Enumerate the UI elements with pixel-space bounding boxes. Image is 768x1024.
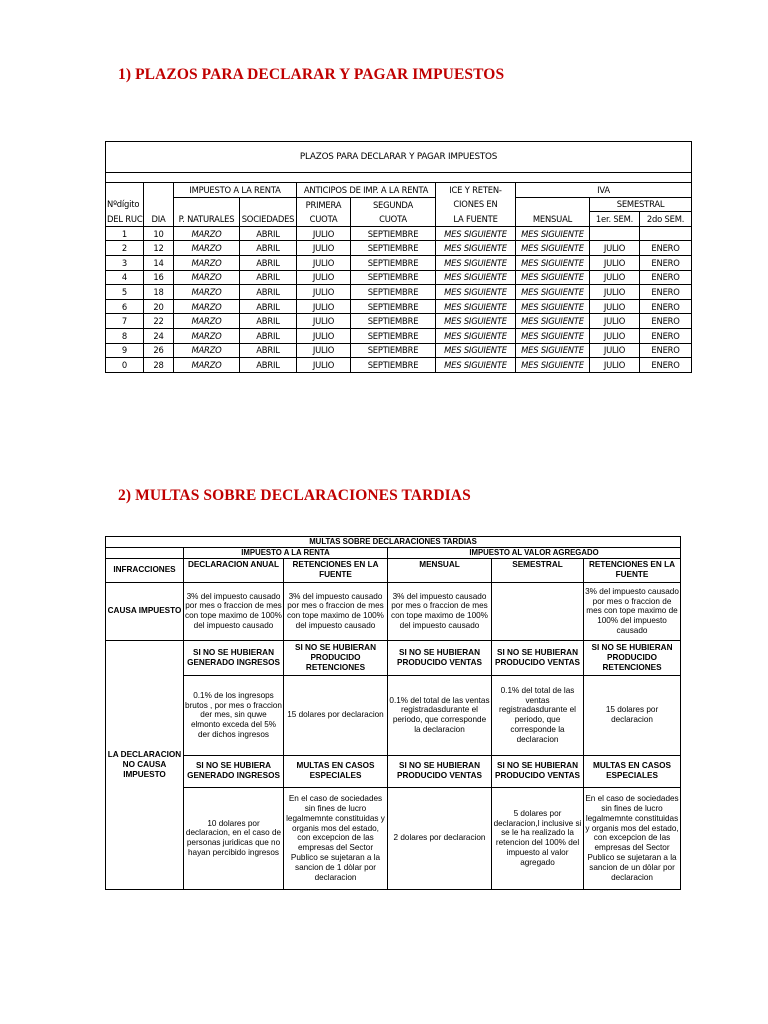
table-row (106, 314, 692, 329)
multas-table (105, 536, 681, 890)
cell-men: MES SIGUIENTE (516, 241, 590, 256)
cell-c1: JULIO (297, 299, 351, 314)
cell-ice: MES SIGUIENTE (436, 358, 516, 373)
sub1-anual: SI NO SE HUBIERAN GENERADO INGRESOS (184, 640, 284, 675)
det1-mensual: 0.1% del total de las ventas registradasdurante el periodo, que corresponde la declaracion (388, 675, 492, 755)
det1-anual: 0.1% de los ingresops brutos , por mes o fraccion der mes, sin quwe elmonto exceda del 5% der dichos ingresos (184, 675, 284, 755)
header-anticipos: ANTICIPOS DE IMP. A LA RENTA (297, 183, 436, 198)
cell-pn: MARZO (174, 255, 240, 270)
cell-c1: JULIO (297, 343, 351, 358)
cell-s2: ENERO (640, 314, 692, 329)
cell-dia: 12 (144, 241, 174, 256)
sub1-ret2: SI NO SE HUBIERAN PRODUCIDO RETENCIONES (584, 640, 681, 675)
sub1-semestral: SI NO SE HUBIERAN PRODUCIDO VENTAS (492, 640, 584, 675)
cell-s2: ENERO (640, 358, 692, 373)
header-sociedades: SOCIEDADES (240, 212, 297, 227)
cell-pn: MARZO (174, 343, 240, 358)
cell-s1: JULIO (590, 358, 640, 373)
header-ndigito-2: DEL RUC (106, 212, 144, 227)
col-retenciones-2: RETENCIONES EN LA FUENTE (584, 558, 681, 582)
cell-digito: 2 (106, 241, 144, 256)
cell-dia: 22 (144, 314, 174, 329)
table-row (106, 343, 692, 358)
cell-dia: 20 (144, 299, 174, 314)
cell-dia: 16 (144, 270, 174, 285)
header-impuesto-renta: IMPUESTO A LA RENTA (174, 183, 297, 198)
group-renta: IMPUESTO A LA RENTA (184, 547, 388, 558)
header-semestral: SEMESTRAL (590, 197, 692, 212)
group-iva: IMPUESTO AL VALOR AGREGADO (388, 547, 681, 558)
cell-men: MES SIGUIENTE (516, 358, 590, 373)
cell-c2: SEPTIEMBRE (351, 328, 436, 343)
cell-digito: 7 (106, 314, 144, 329)
blank-row (106, 173, 692, 183)
cell-s1: JULIO (590, 343, 640, 358)
sub2-anual: SI NO SE HUBIERA GENERADO INGRESOS (184, 755, 284, 787)
cell-ice: MES SIGUIENTE (436, 226, 516, 241)
header-segunda-1: SEGUNDA (351, 197, 436, 212)
cell-ice: MES SIGUIENTE (436, 285, 516, 300)
cell-dia: 10 (144, 226, 174, 241)
cell-s1: JULIO (590, 255, 640, 270)
cell-c1: JULIO (297, 285, 351, 300)
cell-c2: SEPTIEMBRE (351, 299, 436, 314)
causa-ret2: 3% del impuesto causado por mes o fraccion de mes con tope maximo de 100% del impuesto causado (584, 582, 681, 640)
cell-s1: JULIO (590, 328, 640, 343)
col-mensual: MENSUAL (388, 558, 492, 582)
cell-c2: SEPTIEMBRE (351, 241, 436, 256)
table-row (106, 285, 692, 300)
cell-pn: MARZO (174, 241, 240, 256)
header-cell (144, 183, 174, 198)
header-cell (174, 197, 240, 212)
cell-ice: MES SIGUIENTE (436, 241, 516, 256)
header-ice-2: CIONES EN (436, 197, 516, 212)
header-sem1: 1er. SEM. (590, 212, 640, 227)
cell-ice: MES SIGUIENTE (436, 270, 516, 285)
cell-men: MES SIGUIENTE (516, 314, 590, 329)
causa-semestral (492, 582, 584, 640)
cell-s2: ENERO (640, 255, 692, 270)
cell-s1: JULIO (590, 299, 640, 314)
section1-heading: 1) PLAZOS PARA DECLARAR Y PAGAR IMPUESTOS (118, 66, 505, 83)
table-row (106, 270, 692, 285)
cell-men: MES SIGUIENTE (516, 285, 590, 300)
cell-pn: MARZO (174, 299, 240, 314)
cell-digito: 0 (106, 358, 144, 373)
cell-dia: 24 (144, 328, 174, 343)
cell-c1: JULIO (297, 226, 351, 241)
cell-s1: JULIO (590, 241, 640, 256)
cell-s1: JULIO (590, 314, 640, 329)
section2-heading: 2) MULTAS SOBRE DECLARACIONES TARDIAS (118, 487, 471, 504)
cell-c1: JULIO (297, 328, 351, 343)
table-row (106, 299, 692, 314)
cell-s1: JULIO (590, 270, 640, 285)
cell-soc: ABRIL (240, 328, 297, 343)
cell-s2: ENERO (640, 285, 692, 300)
cell-ice: MES SIGUIENTE (436, 299, 516, 314)
cell-pn: MARZO (174, 270, 240, 285)
table-row (106, 358, 692, 373)
cell-c2: SEPTIEMBRE (351, 255, 436, 270)
cell-c2: SEPTIEMBRE (351, 270, 436, 285)
cell-s2: ENERO (640, 343, 692, 358)
header-p-naturales: P. NATURALES (174, 212, 240, 227)
header-mensual: MENSUAL (516, 212, 590, 227)
cell-ice: MES SIGUIENTE (436, 343, 516, 358)
cell-digito: 6 (106, 299, 144, 314)
cell-ice: MES SIGUIENTE (436, 328, 516, 343)
col-declaracion-anual: DECLARACION ANUAL (184, 558, 284, 582)
cell-s2: ENERO (640, 328, 692, 343)
header-cell (516, 197, 590, 212)
cell-s1: JULIO (590, 285, 640, 300)
header-primera-1: PRIMERA (297, 197, 351, 212)
cell-c1: JULIO (297, 314, 351, 329)
table-row (106, 226, 692, 241)
header-ice-1: ICE Y RETEN- (436, 183, 516, 198)
det1-semestral: 0.1% del total de las ventas registradasdurante el periodo, que corresponde la declaracion (492, 675, 584, 755)
cell-c2: SEPTIEMBRE (351, 343, 436, 358)
table-row (106, 328, 692, 343)
det2-anual: 10 dolares por declaracion, en el caso de personas juridicas que no hayan percibido ingresos (184, 787, 284, 889)
cell-c2: SEPTIEMBRE (351, 285, 436, 300)
cell-pn: MARZO (174, 285, 240, 300)
cell-c1: JULIO (297, 270, 351, 285)
cell-soc: ABRIL (240, 270, 297, 285)
cell-soc: ABRIL (240, 299, 297, 314)
cell-ice: MES SIGUIENTE (436, 255, 516, 270)
cell-men: MES SIGUIENTE (516, 343, 590, 358)
header-cell (240, 197, 297, 212)
cell-s2: ENERO (640, 241, 692, 256)
cell-c1: JULIO (297, 255, 351, 270)
plazos-table (105, 141, 692, 373)
header-segunda-2: CUOTA (351, 212, 436, 227)
cell-men: MES SIGUIENTE (516, 226, 590, 241)
cell-c2: SEPTIEMBRE (351, 226, 436, 241)
table-row (106, 241, 692, 256)
plazos-table-title: PLAZOS PARA DECLARAR Y PAGAR IMPUESTOS (106, 142, 692, 173)
cell-dia: 14 (144, 255, 174, 270)
cell-digito: 8 (106, 328, 144, 343)
no-causa-label: LA DECLARACION NO CAUSA IMPUESTO (106, 640, 184, 889)
multas-table-title: MULTAS SOBRE DECLARACIONES TARDIAS (106, 537, 681, 548)
cell-c1: JULIO (297, 358, 351, 373)
col-retenciones-1: RETENCIONES EN LA FUENTE (284, 558, 388, 582)
cell-s1 (590, 226, 640, 241)
cell-digito: 1 (106, 226, 144, 241)
cell-digito: 3 (106, 255, 144, 270)
cell-pn: MARZO (174, 226, 240, 241)
causa-ret1: 3% del impuesto causado por mes o fraccion de mes con tope maximo de 100% del impuesto causado (284, 582, 388, 640)
header-primera-2: CUOTA (297, 212, 351, 227)
sub1-ret1: SI NO SE HUBIERAN PRODUCIDO RETENCIONES (284, 640, 388, 675)
cell-digito: 9 (106, 343, 144, 358)
cell-soc: ABRIL (240, 241, 297, 256)
col-semestral: SEMESTRAL (492, 558, 584, 582)
cell-pn: MARZO (174, 328, 240, 343)
det2-semestral: 5 dolares por declaracion,l inclusive si se le ha realizado la retencion del 100% del impuesto al valor agregado (492, 787, 584, 889)
cell-men: MES SIGUIENTE (516, 299, 590, 314)
cell-c1: JULIO (297, 241, 351, 256)
cell-soc: ABRIL (240, 314, 297, 329)
det1-ret2: 15 dolares por declaracion (584, 675, 681, 755)
cell-men: MES SIGUIENTE (516, 255, 590, 270)
det2-mensual: 2 dolares por declaracion (388, 787, 492, 889)
cell-pn: MARZO (174, 314, 240, 329)
cell-soc: ABRIL (240, 285, 297, 300)
header-ice-3: LA FUENTE (436, 212, 516, 227)
cell-dia: 26 (144, 343, 174, 358)
causa-impuesto-label: CAUSA IMPUESTO (106, 582, 184, 640)
cell-soc: ABRIL (240, 255, 297, 270)
causa-anual: 3% del impuesto causado por mes o fraccion de mes con tope maximo de 100% del impuesto causado (184, 582, 284, 640)
cell-dia: 18 (144, 285, 174, 300)
cell-digito: 4 (106, 270, 144, 285)
sub1-mensual: SI NO SE HUBIERAN PRODUCIDO VENTAS (388, 640, 492, 675)
cell-soc: ABRIL (240, 358, 297, 373)
header-iva: IVA (516, 183, 692, 198)
cell-s2: ENERO (640, 299, 692, 314)
header-cell (106, 183, 144, 198)
col-infracciones: INFRACCIONES (106, 558, 184, 582)
header-cell (144, 197, 174, 212)
cell-men: MES SIGUIENTE (516, 270, 590, 285)
det2-ret2: En el caso de sociedades sin fines de lucro legalmemnte constituidas y organis mos del estado, con excepcion de las empresas del Sector Publico se sujetaran a la sancion de un dòlar por declaracion (584, 787, 681, 889)
cell-c2: SEPTIEMBRE (351, 314, 436, 329)
cell-digito: 5 (106, 285, 144, 300)
header-dia: DIA (144, 212, 174, 227)
sub2-mensual: SI NO SE HUBIERAN PRODUCIDO VENTAS (388, 755, 492, 787)
cell-soc: ABRIL (240, 343, 297, 358)
cell-soc: ABRIL (240, 226, 297, 241)
causa-mensual: 3% del impuesto causado por mes o fraccion de mes con tope maximo de 100% del impuesto causado (388, 582, 492, 640)
sub2-semestral: SI NO SE HUBIERAN PRODUCIDO VENTAS (492, 755, 584, 787)
table-row (106, 255, 692, 270)
cell-s2: ENERO (640, 270, 692, 285)
group-blank (106, 547, 184, 558)
cell-dia: 28 (144, 358, 174, 373)
det1-ret1: 15 dolares por declaracion (284, 675, 388, 755)
header-sem2: 2do SEM. (640, 212, 692, 227)
cell-pn: MARZO (174, 358, 240, 373)
sub2-ret2: MULTAS EN CASOS ESPECIALES (584, 755, 681, 787)
cell-s2 (640, 226, 692, 241)
sub2-ret1: MULTAS EN CASOS ESPECIALES (284, 755, 388, 787)
cell-men: MES SIGUIENTE (516, 328, 590, 343)
det2-ret1: En el caso de sociedades sin fines de lucro legalmemnte constituidas y organis mos del estado, con excepcion de las empresas del Sector Publico se sujetaran a la sancion de 1 dòlar por declaracion (284, 787, 388, 889)
header-ndigito-1: Nºdígito (106, 197, 144, 212)
cell-ice: MES SIGUIENTE (436, 314, 516, 329)
cell-c2: SEPTIEMBRE (351, 358, 436, 373)
